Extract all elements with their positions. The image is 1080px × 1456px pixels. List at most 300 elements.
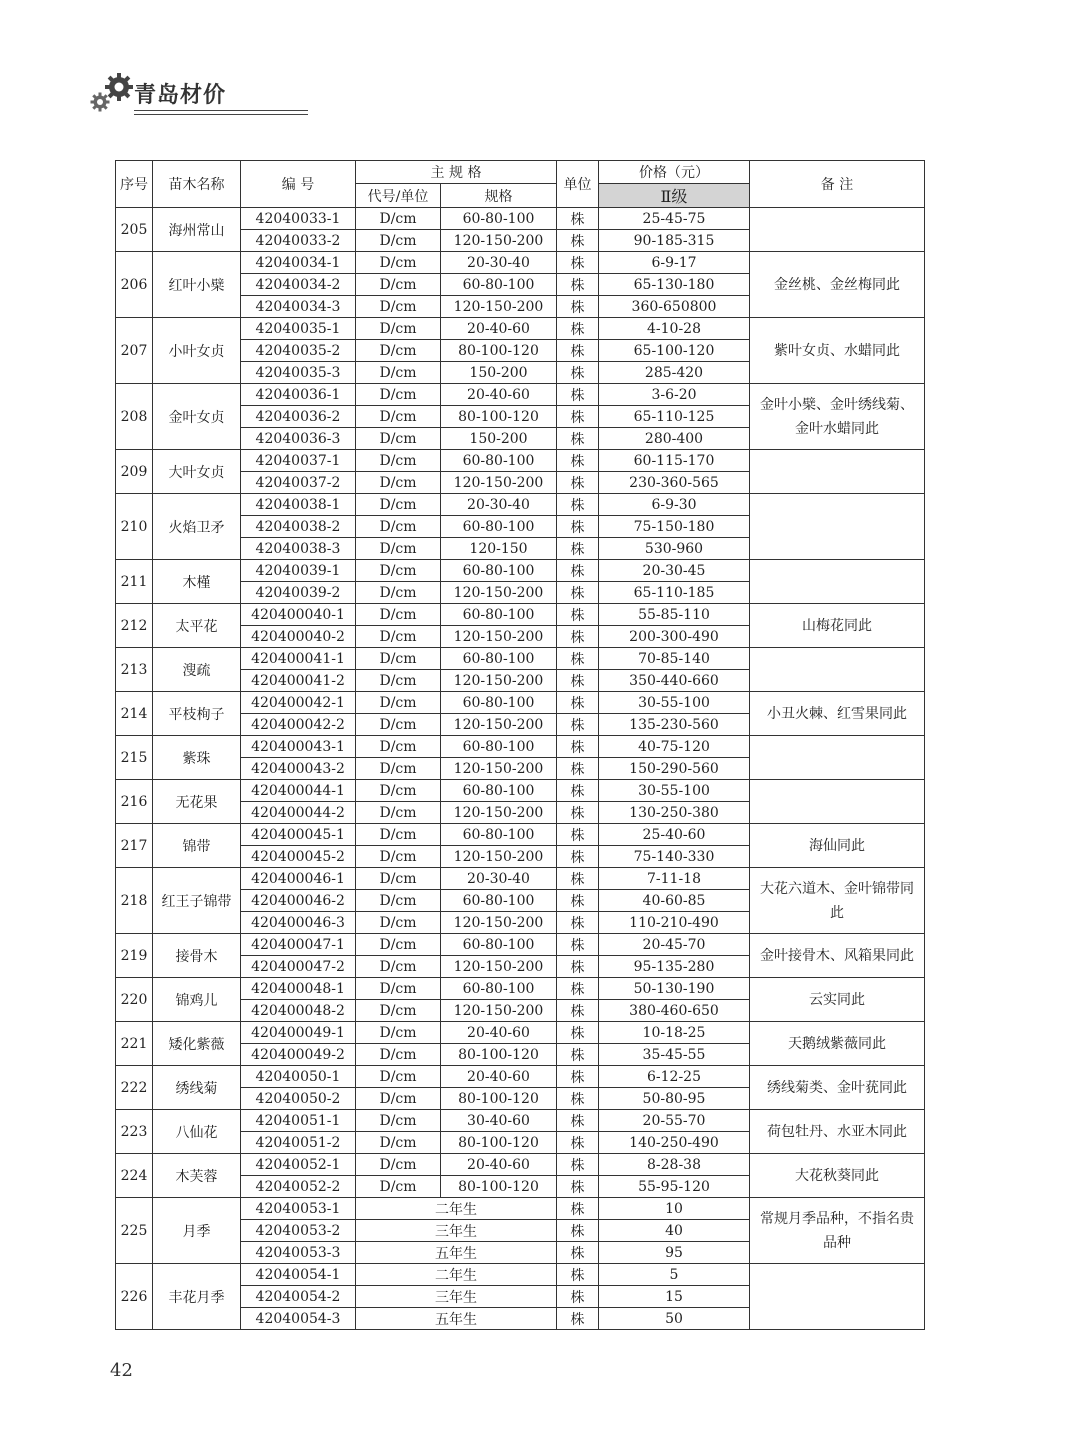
remark-cell: 常规月季品种，不指名贵品种 [750, 1198, 925, 1264]
spec-cell: 120-150-200 [441, 846, 557, 868]
unit-cell: 株 [557, 912, 599, 934]
spec-cell: 120-150-200 [441, 230, 557, 252]
code-cell: 420400043-2 [241, 758, 356, 780]
header-spec: 规格 [441, 184, 557, 208]
unit-code-cell: D/cm [356, 384, 441, 406]
unit-code-cell: D/cm [356, 1110, 441, 1132]
unit-code-cell: D/cm [356, 296, 441, 318]
seq-cell: 225 [116, 1198, 153, 1264]
unit-cell: 株 [557, 604, 599, 626]
table-row [116, 560, 925, 582]
spec-cell: 20-40-60 [441, 318, 557, 340]
remark-cell: 海仙同此 [750, 824, 925, 868]
table-body [116, 208, 925, 1330]
price-cell: 25-40-60 [599, 824, 750, 846]
code-cell: 42040038-2 [241, 516, 356, 538]
header-divider [134, 114, 308, 115]
header-unit: 单位 [557, 161, 599, 208]
spec-cell: 120-150-200 [441, 714, 557, 736]
unit-cell: 株 [557, 758, 599, 780]
table-row [116, 934, 925, 956]
spec-cell: 60-80-100 [441, 450, 557, 472]
unit-cell: 株 [557, 384, 599, 406]
unit-code-cell: D/cm [356, 824, 441, 846]
table-row [116, 1264, 925, 1286]
spec-cell: 20-30-40 [441, 252, 557, 274]
price-cell: 40-75-120 [599, 736, 750, 758]
price-cell: 65-100-120 [599, 340, 750, 362]
spec-cell: 三年生 [356, 1220, 557, 1242]
unit-code-cell: D/cm [356, 252, 441, 274]
unit-cell: 株 [557, 1088, 599, 1110]
plant-name-cell: 锦带 [153, 824, 241, 868]
price-cell: 90-185-315 [599, 230, 750, 252]
plant-name-cell: 矮化紫薇 [153, 1022, 241, 1066]
unit-code-cell: D/cm [356, 340, 441, 362]
price-cell: 55-95-120 [599, 1176, 750, 1198]
remark-cell: 小丑火棘、红雪果同此 [750, 692, 925, 736]
code-cell: 420400047-2 [241, 956, 356, 978]
page-number: 42 [110, 1360, 133, 1381]
code-cell: 420400046-1 [241, 868, 356, 890]
spec-cell: 60-80-100 [441, 692, 557, 714]
price-cell: 4-10-28 [599, 318, 750, 340]
price-cell: 65-110-185 [599, 582, 750, 604]
unit-code-cell: D/cm [356, 318, 441, 340]
unit-code-cell: D/cm [356, 1000, 441, 1022]
spec-cell: 20-40-60 [441, 1022, 557, 1044]
spec-cell: 120-150-200 [441, 472, 557, 494]
unit-cell: 株 [557, 978, 599, 1000]
price-cell: 95-135-280 [599, 956, 750, 978]
code-cell: 42040053-3 [241, 1242, 356, 1264]
unit-cell: 株 [557, 428, 599, 450]
plant-name-cell: 无花果 [153, 780, 241, 824]
unit-cell: 株 [557, 582, 599, 604]
seq-cell: 208 [116, 384, 153, 450]
code-cell: 420400043-1 [241, 736, 356, 758]
spec-cell: 150-200 [441, 362, 557, 384]
spec-cell: 60-80-100 [441, 978, 557, 1000]
unit-code-cell: D/cm [356, 670, 441, 692]
unit-code-cell: D/cm [356, 1132, 441, 1154]
unit-code-cell: D/cm [356, 736, 441, 758]
table-row [116, 868, 925, 890]
header-seq: 序号 [116, 161, 153, 208]
unit-cell: 株 [557, 824, 599, 846]
code-cell: 42040036-3 [241, 428, 356, 450]
unit-code-cell: D/cm [356, 428, 441, 450]
table-row [116, 1198, 925, 1220]
table-row [116, 736, 925, 758]
price-cell: 55-85-110 [599, 604, 750, 626]
spec-cell: 60-80-100 [441, 604, 557, 626]
remark-cell: 天鹅绒紫薇同此 [750, 1022, 925, 1066]
unit-code-cell: D/cm [356, 582, 441, 604]
unit-code-cell: D/cm [356, 846, 441, 868]
code-cell: 420400046-3 [241, 912, 356, 934]
seq-cell: 220 [116, 978, 153, 1022]
table-row [116, 1066, 925, 1088]
unit-cell: 株 [557, 802, 599, 824]
unit-code-cell: D/cm [356, 1044, 441, 1066]
unit-code-cell: D/cm [356, 648, 441, 670]
spec-cell: 20-40-60 [441, 384, 557, 406]
price-cell: 110-210-490 [599, 912, 750, 934]
code-cell: 420400046-2 [241, 890, 356, 912]
price-cell: 65-130-180 [599, 274, 750, 296]
price-cell: 75-150-180 [599, 516, 750, 538]
seq-cell: 211 [116, 560, 153, 604]
unit-code-cell: D/cm [356, 208, 441, 230]
code-cell: 42040039-1 [241, 560, 356, 582]
plant-name-cell: 月季 [153, 1198, 241, 1264]
header-remark: 备 注 [750, 161, 925, 208]
unit-code-cell: D/cm [356, 978, 441, 1000]
price-cell: 75-140-330 [599, 846, 750, 868]
unit-code-cell: D/cm [356, 230, 441, 252]
unit-code-cell: D/cm [356, 274, 441, 296]
spec-cell: 20-40-60 [441, 1066, 557, 1088]
publication-title: 青岛材价 [134, 83, 227, 108]
unit-code-cell: D/cm [356, 516, 441, 538]
unit-cell: 株 [557, 560, 599, 582]
header-name: 苗木名称 [153, 161, 241, 208]
unit-cell: 株 [557, 1066, 599, 1088]
table-row [116, 494, 925, 516]
remark-cell [750, 560, 925, 604]
price-cell: 360-650800 [599, 296, 750, 318]
price-cell: 60-115-170 [599, 450, 750, 472]
spec-cell: 120-150-200 [441, 626, 557, 648]
unit-cell: 株 [557, 1308, 599, 1330]
unit-cell: 株 [557, 736, 599, 758]
code-cell: 420400045-2 [241, 846, 356, 868]
table-row [116, 1022, 925, 1044]
plant-name-cell: 木芙蓉 [153, 1154, 241, 1198]
price-cell: 150-290-560 [599, 758, 750, 780]
spec-cell: 80-100-120 [441, 406, 557, 428]
code-cell: 420400048-2 [241, 1000, 356, 1022]
plant-name-cell: 金叶女贞 [153, 384, 241, 450]
code-cell: 420400041-2 [241, 670, 356, 692]
spec-cell: 60-80-100 [441, 560, 557, 582]
remark-cell [750, 494, 925, 560]
unit-cell: 株 [557, 1132, 599, 1154]
unit-cell: 株 [557, 406, 599, 428]
unit-cell: 株 [557, 296, 599, 318]
unit-cell: 株 [557, 1000, 599, 1022]
plant-name-cell: 绣线菊 [153, 1066, 241, 1110]
seq-cell: 217 [116, 824, 153, 868]
spec-cell: 120-150 [441, 538, 557, 560]
price-cell: 530-960 [599, 538, 750, 560]
code-cell: 42040034-1 [241, 252, 356, 274]
table-row [116, 604, 925, 626]
code-cell: 420400044-1 [241, 780, 356, 802]
unit-cell: 株 [557, 890, 599, 912]
code-cell: 420400040-2 [241, 626, 356, 648]
price-cell: 30-55-100 [599, 780, 750, 802]
price-cell: 15 [599, 1286, 750, 1308]
unit-cell: 株 [557, 208, 599, 230]
code-cell: 42040054-3 [241, 1308, 356, 1330]
unit-cell: 株 [557, 1044, 599, 1066]
spec-cell: 二年生 [356, 1264, 557, 1286]
price-cell: 6-9-30 [599, 494, 750, 516]
code-cell: 420400047-1 [241, 934, 356, 956]
price-cell: 40-60-85 [599, 890, 750, 912]
price-table [115, 160, 925, 1330]
code-cell: 42040039-2 [241, 582, 356, 604]
code-cell: 42040033-2 [241, 230, 356, 252]
remark-cell: 金叶小檗、金叶绣线菊、金叶水蜡同此 [750, 384, 925, 450]
code-cell: 42040054-2 [241, 1286, 356, 1308]
unit-cell: 株 [557, 538, 599, 560]
unit-cell: 株 [557, 1154, 599, 1176]
code-cell: 420400042-2 [241, 714, 356, 736]
unit-code-cell: D/cm [356, 406, 441, 428]
price-cell: 200-300-490 [599, 626, 750, 648]
unit-cell: 株 [557, 340, 599, 362]
price-cell: 285-420 [599, 362, 750, 384]
spec-cell: 120-150-200 [441, 912, 557, 934]
code-cell: 42040035-3 [241, 362, 356, 384]
code-cell: 420400041-1 [241, 648, 356, 670]
plant-name-cell: 紫珠 [153, 736, 241, 780]
code-cell: 42040050-2 [241, 1088, 356, 1110]
seq-cell: 226 [116, 1264, 153, 1330]
code-cell: 42040054-1 [241, 1264, 356, 1286]
table-row [116, 1110, 925, 1132]
price-cell: 20-55-70 [599, 1110, 750, 1132]
code-cell: 42040053-2 [241, 1220, 356, 1242]
gear-icon [90, 92, 110, 112]
spec-cell: 120-150-200 [441, 582, 557, 604]
unit-cell: 株 [557, 450, 599, 472]
table-row [116, 208, 925, 230]
spec-cell: 120-150-200 [441, 670, 557, 692]
price-cell: 65-110-125 [599, 406, 750, 428]
table-row [116, 824, 925, 846]
seq-cell: 207 [116, 318, 153, 384]
header-grade: Ⅱ级 [599, 184, 750, 208]
price-cell: 380-460-650 [599, 1000, 750, 1022]
plant-name-cell: 丰花月季 [153, 1264, 241, 1330]
unit-cell: 株 [557, 472, 599, 494]
seq-cell: 222 [116, 1066, 153, 1110]
unit-code-cell: D/cm [356, 802, 441, 824]
spec-cell: 80-100-120 [441, 1044, 557, 1066]
table-row [116, 384, 925, 406]
spec-cell: 20-30-40 [441, 868, 557, 890]
unit-code-cell: D/cm [356, 1022, 441, 1044]
unit-code-cell: D/cm [356, 450, 441, 472]
plant-name-cell: 八仙花 [153, 1110, 241, 1154]
plant-name-cell: 火焰卫矛 [153, 494, 241, 560]
seq-cell: 212 [116, 604, 153, 648]
code-cell: 42040035-2 [241, 340, 356, 362]
unit-cell: 株 [557, 846, 599, 868]
unit-code-cell: D/cm [356, 912, 441, 934]
unit-code-cell: D/cm [356, 692, 441, 714]
unit-cell: 株 [557, 1264, 599, 1286]
table-row [116, 252, 925, 274]
unit-cell: 株 [557, 648, 599, 670]
spec-cell: 120-150-200 [441, 1000, 557, 1022]
unit-code-cell: D/cm [356, 890, 441, 912]
plant-name-cell: 海州常山 [153, 208, 241, 252]
seq-cell: 215 [116, 736, 153, 780]
unit-code-cell: D/cm [356, 1088, 441, 1110]
seq-cell: 223 [116, 1110, 153, 1154]
unit-cell: 株 [557, 318, 599, 340]
plant-name-cell: 大叶女贞 [153, 450, 241, 494]
code-cell: 420400042-1 [241, 692, 356, 714]
unit-cell: 株 [557, 868, 599, 890]
price-cell: 135-230-560 [599, 714, 750, 736]
remark-cell: 云实同此 [750, 978, 925, 1022]
unit-cell: 株 [557, 1242, 599, 1264]
price-cell: 350-440-660 [599, 670, 750, 692]
spec-cell: 80-100-120 [441, 1176, 557, 1198]
price-cell: 10 [599, 1198, 750, 1220]
header-divider [134, 110, 308, 111]
code-cell: 42040052-1 [241, 1154, 356, 1176]
spec-cell: 五年生 [356, 1308, 557, 1330]
price-cell: 7-11-18 [599, 868, 750, 890]
spec-cell: 20-30-40 [441, 494, 557, 516]
code-cell: 42040033-1 [241, 208, 356, 230]
spec-cell: 二年生 [356, 1198, 557, 1220]
remark-cell: 金叶接骨木、风箱果同此 [750, 934, 925, 978]
unit-cell: 株 [557, 934, 599, 956]
spec-cell: 60-80-100 [441, 648, 557, 670]
header-code-unit: 代号/单位 [356, 184, 441, 208]
unit-cell: 株 [557, 956, 599, 978]
plant-name-cell: 太平花 [153, 604, 241, 648]
code-cell: 42040052-2 [241, 1176, 356, 1198]
seq-cell: 218 [116, 868, 153, 934]
code-cell: 42040038-1 [241, 494, 356, 516]
remark-cell: 大花秋葵同此 [750, 1154, 925, 1198]
unit-cell: 株 [557, 494, 599, 516]
spec-cell: 60-80-100 [441, 736, 557, 758]
code-cell: 42040050-1 [241, 1066, 356, 1088]
unit-code-cell: D/cm [356, 780, 441, 802]
spec-cell: 30-40-60 [441, 1110, 557, 1132]
remark-cell: 大花六道木、金叶锦带同此 [750, 868, 925, 934]
table-row [116, 978, 925, 1000]
price-cell: 130-250-380 [599, 802, 750, 824]
unit-code-cell: D/cm [356, 1066, 441, 1088]
table-row [116, 780, 925, 802]
page-header [90, 70, 230, 118]
plant-name-cell: 小叶女贞 [153, 318, 241, 384]
unit-code-cell: D/cm [356, 868, 441, 890]
code-cell: 42040037-2 [241, 472, 356, 494]
spec-cell: 80-100-120 [441, 340, 557, 362]
seq-cell: 206 [116, 252, 153, 318]
table-row [116, 648, 925, 670]
remark-cell [750, 450, 925, 494]
code-cell: 42040053-1 [241, 1198, 356, 1220]
code-cell: 42040038-3 [241, 538, 356, 560]
remark-cell [750, 648, 925, 692]
unit-cell: 株 [557, 1022, 599, 1044]
spec-cell: 120-150-200 [441, 758, 557, 780]
seq-cell: 209 [116, 450, 153, 494]
price-cell: 230-360-565 [599, 472, 750, 494]
unit-cell: 株 [557, 670, 599, 692]
remark-cell [750, 780, 925, 824]
code-cell: 42040036-1 [241, 384, 356, 406]
price-cell: 35-45-55 [599, 1044, 750, 1066]
spec-cell: 60-80-100 [441, 208, 557, 230]
code-cell: 420400049-2 [241, 1044, 356, 1066]
unit-cell: 株 [557, 1176, 599, 1198]
spec-cell: 60-80-100 [441, 890, 557, 912]
remark-cell [750, 736, 925, 780]
price-cell: 50-130-190 [599, 978, 750, 1000]
price-cell: 40 [599, 1220, 750, 1242]
seq-cell: 219 [116, 934, 153, 978]
seq-cell: 210 [116, 494, 153, 560]
unit-cell: 株 [557, 626, 599, 648]
table-row [116, 450, 925, 472]
price-cell: 70-85-140 [599, 648, 750, 670]
spec-cell: 20-40-60 [441, 1154, 557, 1176]
header-price: 价格（元） [599, 161, 750, 184]
unit-cell: 株 [557, 1110, 599, 1132]
code-cell: 420400049-1 [241, 1022, 356, 1044]
unit-code-cell: D/cm [356, 956, 441, 978]
unit-cell: 株 [557, 362, 599, 384]
price-cell: 5 [599, 1264, 750, 1286]
remark-cell: 绣线菊类、金叶莸同此 [750, 1066, 925, 1110]
unit-code-cell: D/cm [356, 626, 441, 648]
spec-cell: 60-80-100 [441, 516, 557, 538]
price-cell: 20-30-45 [599, 560, 750, 582]
unit-code-cell: D/cm [356, 934, 441, 956]
price-cell: 95 [599, 1242, 750, 1264]
price-cell: 50-80-95 [599, 1088, 750, 1110]
spec-cell: 120-150-200 [441, 296, 557, 318]
remark-cell [750, 208, 925, 252]
unit-code-cell: D/cm [356, 714, 441, 736]
price-cell: 3-6-20 [599, 384, 750, 406]
header-main-spec: 主 规 格 [356, 161, 557, 184]
plant-name-cell: 红王子锦带 [153, 868, 241, 934]
spec-cell: 120-150-200 [441, 956, 557, 978]
unit-cell: 株 [557, 780, 599, 802]
table-row [116, 692, 925, 714]
plant-name-cell: 溲疏 [153, 648, 241, 692]
unit-cell: 株 [557, 1198, 599, 1220]
seq-cell: 221 [116, 1022, 153, 1066]
price-cell: 6-12-25 [599, 1066, 750, 1088]
code-cell: 42040051-2 [241, 1132, 356, 1154]
price-cell: 10-18-25 [599, 1022, 750, 1044]
spec-cell: 80-100-120 [441, 1088, 557, 1110]
spec-cell: 60-80-100 [441, 780, 557, 802]
unit-cell: 株 [557, 692, 599, 714]
price-cell: 8-28-38 [599, 1154, 750, 1176]
remark-cell [750, 1264, 925, 1330]
spec-cell: 120-150-200 [441, 802, 557, 824]
price-cell: 6-9-17 [599, 252, 750, 274]
price-cell: 280-400 [599, 428, 750, 450]
